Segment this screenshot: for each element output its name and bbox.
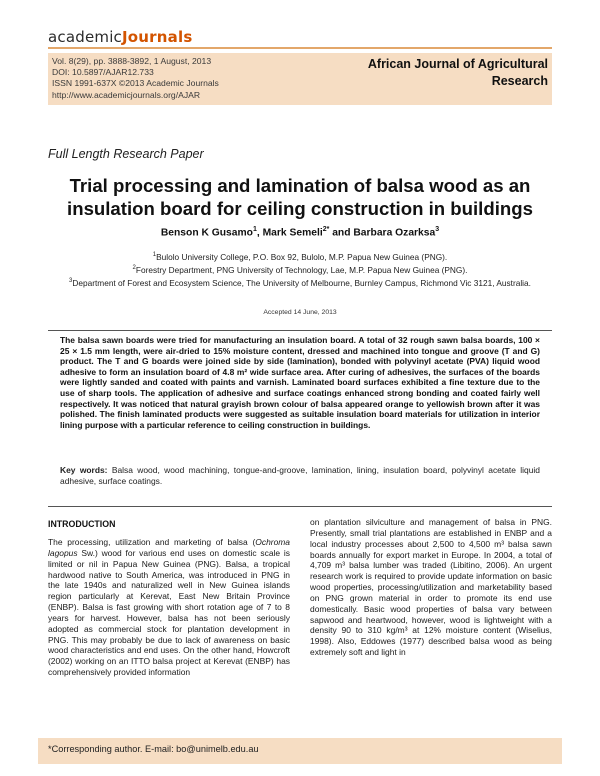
affiliation-mark: 3 xyxy=(69,278,73,284)
author-separator: , xyxy=(256,227,263,239)
meta-issn: ISSN 1991-637X ©2013 Academic Journals xyxy=(52,78,219,89)
journal-logo xyxy=(48,28,192,46)
affiliation xyxy=(46,250,554,263)
keywords xyxy=(60,465,540,487)
author-affil-mark: 2* xyxy=(322,226,330,233)
meta-url[interactable]: http://www.academicjournals.org/AJAR xyxy=(52,89,201,100)
affiliation-text: Bulolo University College, P.O. Box 92, Bulolo, M.P. Papua New Guinea (PNG). xyxy=(156,251,448,262)
abstract: The balsa sawn boards were tried for manufacturing an insulation board. A total of 32 rough sawn balsa boards, 100 × 25 × 1.5 mm length, were air-dried to 15% moisture content, dressed and machined into tongue and groove (T and G) product. The T and G boards were joined side by side (lamination), bonded with polyvinyl acetate (PVA) liquid wood adhesive to form an insulation board of 4.8 m² wide surface area. After curing of adhesives, the surfaces of the boards were lightly sanded and coated with paints and varnish. Laminated board surfaces exhibited a fine texture due to the use of sharp tools. The application of adhesive and surface coatings enhanced strong bonding and coated fairly well respectively. It was noticed that natural grayish brown colour of balsa appeared orange to yellowish brown after it was polished. The finish laminated products were suggested as suitable insulation board materials for utilization in interior lining purpose with a particular reference to ceiling construction in buildings. xyxy=(60,335,540,430)
section-heading-introduction: INTRODUCTION xyxy=(48,519,116,529)
meta-volume: Vol. 8(29), pp. 3888-3892, 1 August, 2013 xyxy=(52,56,212,66)
paper-title: Trial processing and lamination of balsa wood as an insulation board for ceiling construction in buildings xyxy=(67,175,533,219)
keywords-text: Balsa wood, wood machining, tongue-and-groove, lamination, lining, insulation board, polyvinyl acetate liquid adhesive, surface coatings. xyxy=(60,465,540,486)
author-name: Benson K Gusamo xyxy=(160,227,253,239)
affiliation-text: Department of Forest and Ecosystem Science, The University of Melbourne, Burnley Campus, Richmond Vic 3121, Australia. xyxy=(72,277,531,288)
author-name: Mark Semeli xyxy=(262,227,323,239)
accepted-date: Accepted 14 June, 2013 xyxy=(263,309,337,316)
logo-part-academic: academic xyxy=(48,28,123,46)
affiliation-mark: 2 xyxy=(132,265,136,271)
intro-column-left xyxy=(48,537,290,678)
keywords-label: Key words: xyxy=(60,465,108,475)
author-separator: and xyxy=(329,227,354,239)
abstract-bottom-rule xyxy=(48,506,552,507)
article-type: Full Length Research Paper xyxy=(48,147,204,161)
author-name: Barbara Ozarksa xyxy=(353,227,436,239)
affiliation xyxy=(46,263,554,276)
affiliation-mark: 1 xyxy=(152,252,157,258)
affiliation xyxy=(46,276,554,289)
header-rule xyxy=(48,47,552,49)
author-affil-mark: 3 xyxy=(435,226,440,233)
author-affil-mark: 1 xyxy=(252,226,257,233)
intro-column-right: on plantation silviculture and management of balsa in PNG. Presently, small trial plantations are established in ENBP and a local industry processes about 2,500 to 4,500 m³ balsa sawn boards annually for export market in Europe. In 2004, a total of 4,709 m³ balsa lumber was traded (Libitino, 2006). An urgent research work is required to provide update information on basic wood properties, processing/utilization and marketability based on PNG grown material in order to promote its end use domestically. Basic wood properties of balsa vary between sapwood and heartwood, however, wood is lightweight with a density 90 to 310 kg/m³ at 12% moisture content (Wiselius, 1998). Also, Eddowes (1977) described balsa wood as being extremely soft and light in xyxy=(310,517,552,658)
journal-meta xyxy=(52,56,219,101)
corresponding-author-footnote: *Corresponding author. E-mail: bo@unimelb.edu.au xyxy=(48,744,259,754)
intro-text: The processing, utilization and marketing of balsa ( xyxy=(48,537,256,547)
journal-name: African Journal of Agricultural Research xyxy=(367,57,548,88)
affiliation-text: Forestry Department, PNG University of Technology, Lae, M.P. Papua New Guinea (PNG). xyxy=(135,264,468,275)
logo-part-journals: Journals xyxy=(122,28,193,46)
species-name: Ochroma lagopus xyxy=(48,537,290,558)
abstract-top-rule xyxy=(48,330,552,331)
intro-text: Sw.) wood for various end uses on domestic scale is limited or nil in Papua New Guinea (PNG). Balsa, a tropical hardwood native to South America, was introduced in PNG in the late 1940s and naturalized well in New Guinea islands region particularly at Kerevat, East New Britain Province (ENBP). Balsa is fast growing with short rotation age of 7 to 8 years for harvest. However, balsa has not been seriously adopted as commercial stock for plantation development in PNG. This may probably be due to lack of awareness on basic wood characteristics and end uses. On the other hand, Howcroft (2002) working on an ITTO balsa project at Kerevat (ENBP) has comprehensively provided information xyxy=(48,547,290,678)
author-list xyxy=(60,226,540,238)
meta-doi: DOI: 10.5897/AJAR12.733 xyxy=(52,67,154,78)
